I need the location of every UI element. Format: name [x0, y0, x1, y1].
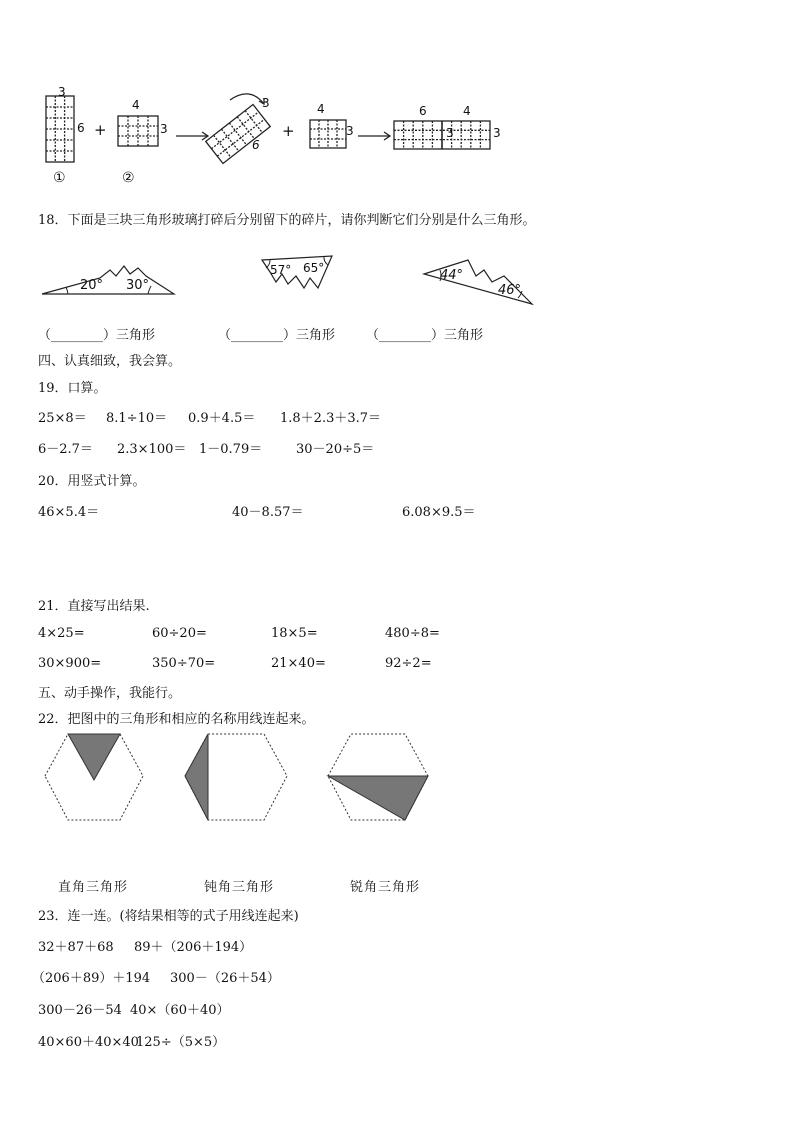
shard3-angle-b: 46° [498, 283, 522, 298]
fig2-side-label: 3 [160, 122, 168, 136]
q18-answer-3[interactable]: （________）三角形 [366, 328, 484, 343]
shard1-angle-b: 30° [126, 278, 150, 293]
q19-item: 0.9＋4.5＝ [188, 411, 256, 426]
q23-right-expr[interactable]: 40×（60＋40） [130, 1003, 230, 1018]
q19-item: 6－2.7＝ [38, 442, 93, 457]
q19-item: 1.8＋2.3＋3.7＝ [280, 411, 382, 426]
q22-title: 22．把图中的三角形和相应的名称用线连起来。 [38, 712, 315, 727]
q23-left-expr[interactable]: 32＋87＋68 [38, 940, 114, 955]
q21-item: 18×5= [271, 626, 318, 641]
fig3-top-label: 4 [317, 102, 325, 116]
q19-item: 1－0.79＝ [199, 442, 263, 457]
q21-item: 60÷20= [152, 626, 207, 641]
q23-right-expr[interactable]: 125÷（5×5） [136, 1035, 226, 1050]
q21-title: 21．直接写出结果. [38, 599, 150, 614]
hexagon-triangle-figures [38, 728, 438, 828]
shard2-angle-b: 65° [303, 261, 325, 275]
rotated-side-label: 6 [252, 138, 260, 152]
q19-item: 30－20÷5＝ [296, 442, 375, 457]
q19-item: 2.3×100＝ [117, 442, 187, 457]
fig1-top-label: 3 [58, 85, 66, 99]
rotated-top-label: 3 [262, 96, 270, 110]
q19-item: 8.1÷10＝ [106, 411, 168, 426]
q23-left-expr[interactable]: 40×60＋40×40 [38, 1035, 139, 1050]
q18-text: 18．下面是三块三角形玻璃打碎后分别留下的碎片，请你判断它们分别是什么三角形。 [38, 213, 536, 228]
q20-item: 6.08×9.5＝ [402, 505, 476, 520]
q23-right-expr[interactable]: 89＋（206＋194） [134, 940, 253, 955]
q18-answer-2[interactable]: （________）三角形 [218, 328, 336, 343]
q20-item: 46×5.4＝ [38, 505, 100, 520]
fig2-caption: ② [122, 170, 135, 186]
result-right-label: 3 [493, 126, 501, 140]
q23-right-expr[interactable]: 300－（26＋54） [170, 971, 280, 986]
section-4-heading: 四、认真细致，我会算。 [38, 354, 182, 369]
q21-item: 350÷70= [152, 656, 216, 671]
q21-item: 92÷2= [385, 656, 432, 671]
fig2-top-label: 4 [132, 98, 140, 112]
triangle-label-right[interactable]: 直角三角形 [58, 880, 129, 895]
q21-item: 21×40= [271, 656, 326, 671]
shard3-angle-a: 44° [440, 268, 464, 283]
q23-left-expr[interactable]: （206＋89）＋194 [32, 971, 151, 986]
section-5-heading: 五、动手操作，我能行。 [38, 686, 182, 701]
glass-shard-1 [38, 262, 178, 302]
q21-item: 4×25= [38, 626, 85, 641]
triangle-label-acute[interactable]: 锐角三角形 [350, 880, 421, 895]
q20-item: 40－8.57＝ [232, 505, 304, 520]
shard2-angle-a: 57° [270, 263, 292, 277]
q23-left-expr[interactable]: 300－26－54 [38, 1003, 122, 1018]
q23-title: 23．连一连。(将结果相等的式子用线连起来) [38, 909, 299, 924]
q20-title: 20．用竖式计算。 [38, 474, 146, 489]
fig3-side-label: 3 [346, 124, 354, 138]
result-top-left-label: 6 [419, 104, 427, 118]
q21-item: 30×900= [38, 656, 102, 671]
plus-sign-2: + [282, 122, 295, 140]
triangle-label-obtuse[interactable]: 钝角三角形 [204, 880, 275, 895]
fig1-side-label: 6 [77, 121, 85, 135]
result-middle-label: 3 [446, 126, 454, 140]
q19-item: 25×8＝ [38, 411, 87, 426]
glass-shard-3 [420, 254, 540, 306]
result-top-right-label: 4 [463, 104, 471, 118]
plus-sign-1: + [94, 121, 107, 139]
q18-answer-1[interactable]: （________）三角形 [38, 328, 156, 343]
q19-title: 19．口算。 [38, 381, 107, 396]
fig1-caption: ① [53, 170, 66, 186]
q21-item: 480÷8= [385, 626, 440, 641]
shard1-angle-a: 20° [80, 278, 104, 293]
